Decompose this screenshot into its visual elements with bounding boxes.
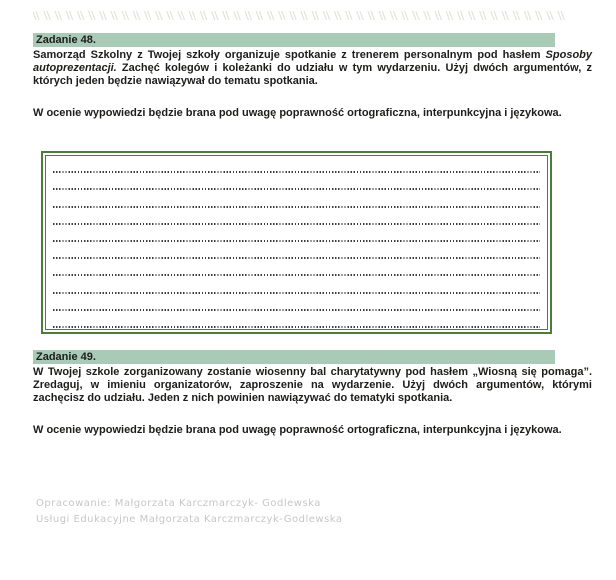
answer-line <box>53 294 540 311</box>
answer-line <box>53 276 540 293</box>
answer-line <box>53 225 540 242</box>
footer-credits <box>36 496 343 528</box>
task48-body-italic-phrase: Sposoby autoprezentacji. <box>33 49 592 74</box>
answer-line <box>53 156 540 173</box>
task48-header-label: Zadanie 48. <box>36 34 96 46</box>
top-dotted-line-artifact <box>33 11 565 20</box>
task48-body-after-italic: Zachęć kolegów i koleżanki do udziału w tym wydarzeniu. Użyj dwóch argumentów, z których jeden będzie nawiązywał do tematu spotkania. <box>33 62 592 87</box>
answer-box-writing-area <box>45 155 548 330</box>
task48-body <box>33 49 592 88</box>
task48-body-before-italic: Samorząd Szkolny z Twojej szkoły organizuje spotkanie z trenerem personalnym pod hasłem <box>33 49 546 61</box>
task48-header-bar <box>33 33 555 47</box>
task49-assessment-note: W ocenie wypowiedzi będzie brana pod uwagę poprawność ortograficzna, interpunkcyjna i językowa. <box>33 424 562 436</box>
footer-credit-line2: Usługi Edukacyjne Małgorzata Karczmarczyk-Godlewska <box>36 514 343 525</box>
answer-line <box>53 173 540 190</box>
answer-line <box>53 311 540 328</box>
answer-line <box>53 208 540 225</box>
answer-line <box>53 242 540 259</box>
answer-box <box>41 151 552 334</box>
footer-credit-line1: Opracowanie: Małgorzata Karczmarczyk- Godlewska <box>36 498 321 509</box>
task49-body: W Twojej szkole zorganizowany zostanie wiosenny bal charytatywny pod hasłem „Wiosną się pomaga”. Zredaguj, w imieniu organizatorów, zaproszenie na wydarzenie. Użyj dwóch argumentów, którymi zachęcisz do udziału. Jeden z nich powinien nawiązywać do tematyki spotkania. <box>33 366 592 404</box>
answer-line <box>53 259 540 276</box>
task49-header-label: Zadanie 49. <box>36 351 96 363</box>
task49-header-bar <box>33 350 555 364</box>
task48-assessment-note: W ocenie wypowiedzi będzie brana pod uwagę poprawność ortograficzna, interpunkcyjna i językowa. <box>33 107 562 119</box>
answer-line <box>53 190 540 207</box>
